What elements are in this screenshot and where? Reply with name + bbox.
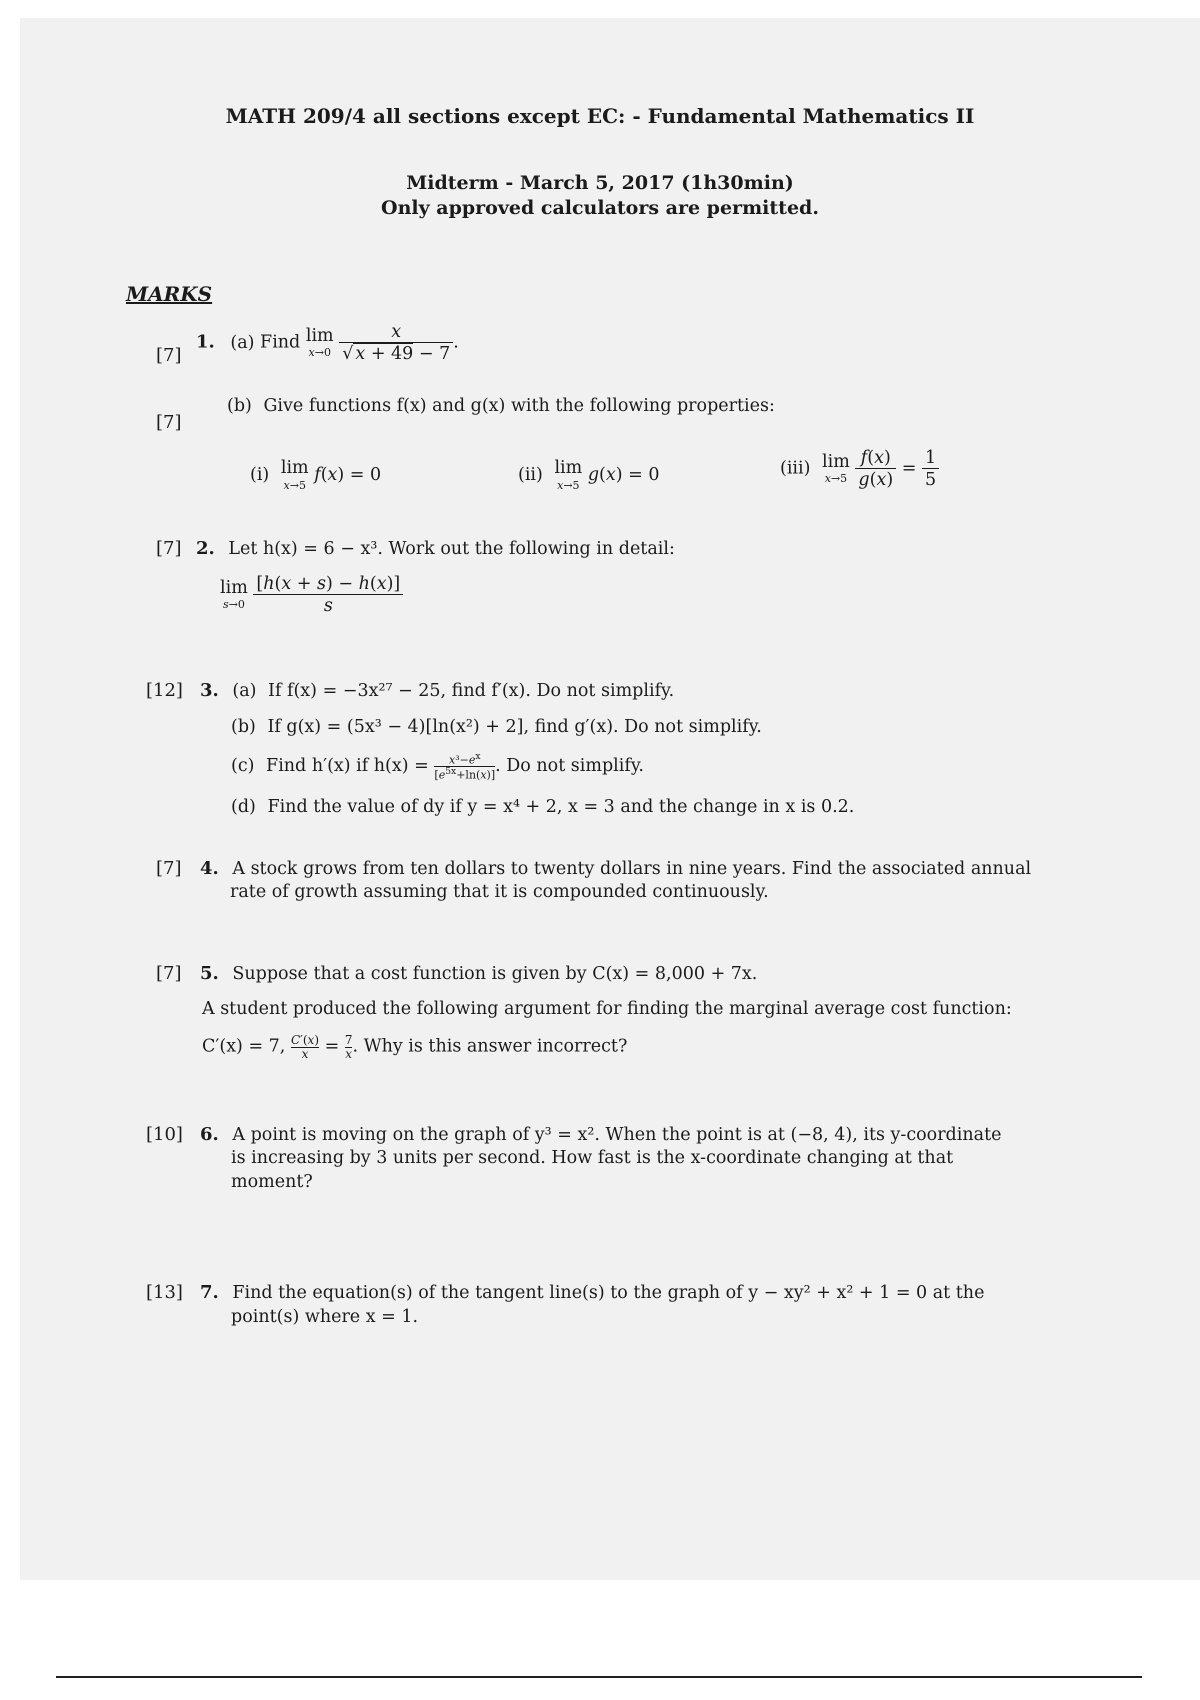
q5-line3-pre: C′(x) = 7, xyxy=(202,1036,286,1057)
q5-line3-post: . Why is this answer incorrect? xyxy=(352,1036,628,1057)
q3c-fraction: $\frac{x^3-e^x}{[e^{5x}+\ln(x)]}$ xyxy=(434,751,496,782)
q3b-line xyxy=(231,717,762,737)
q6-text-line2: is increasing by 3 units per second. How fast is the x-coordinate changing at that xyxy=(231,1148,954,1168)
q3d-line xyxy=(231,797,854,817)
q6-mark: [10] xyxy=(146,1124,183,1145)
q3b-text: If g(x) = (5x³ − 4)[ln(x²) + 2], find g′(x). Do not simplify. xyxy=(267,717,762,737)
q3-number: 3. xyxy=(200,680,219,701)
q1b-line xyxy=(227,396,775,416)
q7-number: 7. xyxy=(200,1282,219,1303)
q2-mark: [7] xyxy=(156,538,182,559)
q3a-line xyxy=(200,680,674,701)
q4-text-line2: rate of growth assuming that it is compounded continuously. xyxy=(230,882,769,902)
q6-text-line1: A point is moving on the graph of y³ = x². When the point is at (−8, 4), its y-coordinate xyxy=(232,1125,1002,1145)
marks-heading: MARKS xyxy=(126,282,213,306)
q3-mark: [12] xyxy=(146,680,183,701)
q3c-pre: Find h′(x) if h(x) = xyxy=(266,756,429,777)
q2-limit-expression: lim s→0 $\frac{[h(x + s) - h(x)]}{s}$ xyxy=(220,574,403,616)
exam-subtitle-calculators: Only approved calculators are permitted. xyxy=(381,197,819,219)
q1a-fraction: $\frac{x}{√ x + 49 - 7}$ xyxy=(339,322,453,364)
q1-number: 1. xyxy=(196,331,215,353)
q5-mark: [7] xyxy=(156,963,182,984)
q1a-text: Find xyxy=(260,332,301,353)
q7-text-line1: Find the equation(s) of the tangent line(s) to the graph of y − xy² + x² + 1 = 0 at the xyxy=(232,1283,985,1303)
q3d-label: (d) xyxy=(231,797,256,817)
q1b-label: (b) xyxy=(227,396,252,416)
q5-fraction-1: $\frac{C'(x)}{x}$ xyxy=(290,1033,320,1061)
q3b-label: (b) xyxy=(231,717,256,737)
q3d-text: Find the value of dy if y = x⁴ + 2, x = 3 and the change in x is 0.2. xyxy=(267,797,855,817)
exam-subtitle-date: Midterm - March 5, 2017 (1h30min) xyxy=(406,172,794,194)
q4-number: 4. xyxy=(200,858,219,879)
q7-mark: [13] xyxy=(146,1282,183,1303)
q5-line3: C′(x) = 7, $\frac{C'(x)}{x}$ = $\frac{7}{x}$ . Why is this answer incorrect? xyxy=(202,1033,628,1061)
q1b-prop-ii: (ii) lim x→5 g(x) = 0 xyxy=(518,458,660,492)
q2-line xyxy=(196,538,675,559)
q5-text-line1: Suppose that a cost function is given by C(x) = 8,000 + 7x. xyxy=(232,964,758,984)
q1b-prop-iii-label: (iii) xyxy=(780,458,811,479)
q1a-limit: lim x→0 xyxy=(305,325,334,360)
q1b-mark: [7] xyxy=(156,412,182,433)
q7-text-line2: point(s) where x = 1. xyxy=(231,1307,419,1327)
q1b-prop-ii-label: (ii) xyxy=(518,464,543,485)
q5-fraction-2: $\frac{7}{x}$ xyxy=(344,1033,353,1061)
q7-line1 xyxy=(200,1282,984,1303)
q3c-post: . Do not simplify. xyxy=(495,756,644,777)
q5-line1 xyxy=(200,963,757,984)
q4-text-line1: A stock grows from ten dollars to twenty dollars in nine years. Find the associated annual xyxy=(232,859,1032,879)
q4-line1 xyxy=(200,858,1031,879)
q5-text-line2: A student produced the following argument for finding the marginal average cost function: xyxy=(202,999,1012,1019)
q1b-prop-i-label: (i) xyxy=(250,464,270,485)
q5-number: 5. xyxy=(200,963,219,984)
q1a-line: 1. (a) Find lim x→0 $\frac{x}{√ x + 49 - 7}$ . xyxy=(196,322,459,364)
page-bottom-rule xyxy=(56,1676,1142,1678)
q1b-prop-i: (i) lim x→5 f(x) = 0 xyxy=(250,458,382,492)
q6-line1 xyxy=(200,1124,1001,1145)
q3a-text: If f(x) = −3x²⁷ − 25, find f′(x). Do not simplify. xyxy=(268,681,675,701)
q3a-label: (a) xyxy=(232,681,257,701)
exam-title: MATH 209/4 all sections except EC: - Fundamental Mathematics II xyxy=(225,104,975,128)
q1b-text: Give functions f(x) and g(x) with the following properties: xyxy=(263,396,775,416)
q6-number: 6. xyxy=(200,1124,219,1145)
q1a-mark: [7] xyxy=(156,345,182,366)
q3c-label: (c) xyxy=(231,756,255,777)
q4-mark: [7] xyxy=(156,858,182,879)
q3c-line xyxy=(231,752,644,781)
q2-text: Let h(x) = 6 − x³. Work out the following in detail: xyxy=(228,539,675,559)
q1a-label: (a) xyxy=(230,332,255,353)
q6-text-line3: moment? xyxy=(231,1172,313,1192)
q1b-prop-iii: (iii) lim x→5 $\frac{f(x)}{g(x)}$ = $\frac{1}{5}$ xyxy=(780,448,939,490)
q2-number: 2. xyxy=(196,538,215,559)
